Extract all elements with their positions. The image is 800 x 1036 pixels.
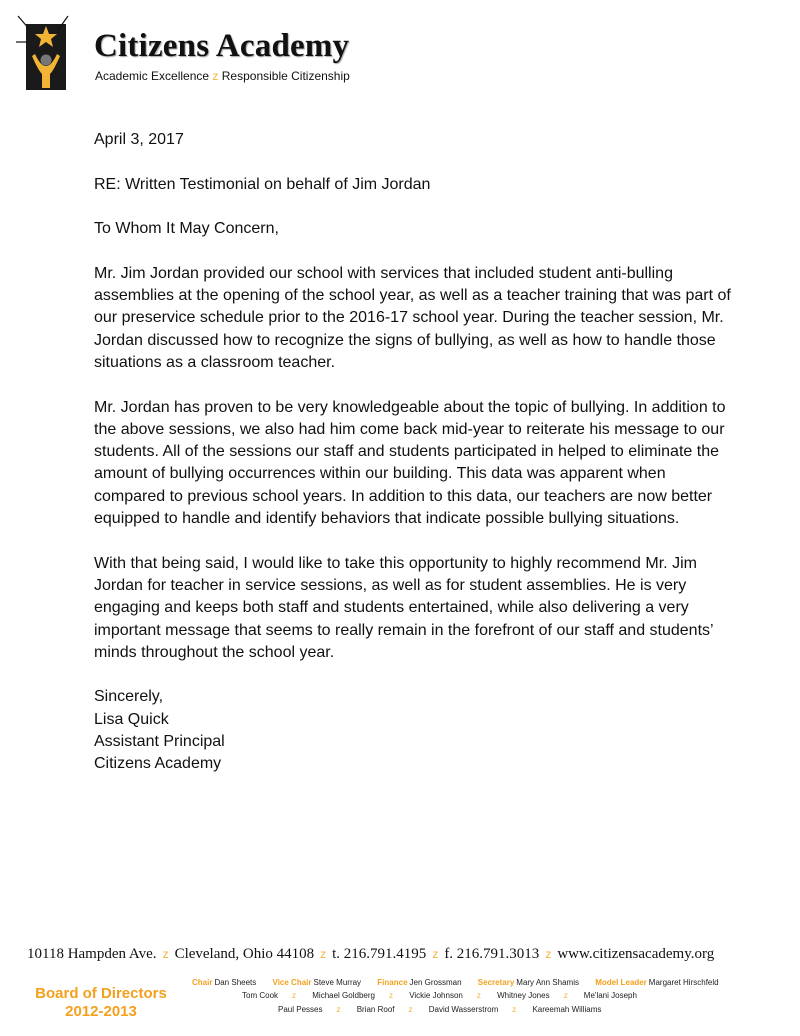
- footer-fax: f. 216.791.3013: [444, 946, 540, 962]
- letter-paragraph: With that being said, I would like to take this opportunity to highly recommend Mr. Jim Jordan for teacher in service sessions, as well as for student assemblies. He is very engaging and keeps both staff and students entertained, while also delivering a very important message that seems to really remain in the forefront of our staff and students’ minds throughout the school year.: [94, 554, 713, 661]
- board-member: Kareemah Williams: [532, 1005, 602, 1014]
- tagline-left: Academic Excellence: [95, 69, 210, 83]
- footer-street: 10118 Hampden Ave.: [27, 946, 157, 962]
- footer-phone: t. 216.791.4195: [332, 946, 427, 962]
- letter-body: [94, 129, 734, 776]
- school-tagline: [95, 69, 350, 83]
- footer-separator: z: [432, 947, 439, 961]
- board-member: Finance Jen Grossman: [377, 978, 462, 987]
- signature-block: [94, 686, 734, 775]
- tagline-right: Responsible Citizenship: [221, 69, 350, 83]
- board-member: Brian Roof: [356, 1005, 395, 1014]
- school-name: Citizens Academy: [94, 28, 350, 64]
- board-member: Secretary Mary Ann Shamis: [477, 978, 579, 987]
- board-separator: z: [563, 991, 568, 1000]
- letter-date: April 3, 2017: [94, 131, 184, 148]
- board-title-line: Board of Directors: [35, 985, 167, 1002]
- board-member: Vice Chair Steve Murray: [272, 978, 362, 987]
- board-title: [26, 985, 176, 1021]
- letter-paragraph: Mr. Jim Jordan provided our school with services that included student anti-bulling assemblies at the opening of the school year, as well as a teacher training that was part of our preservice schedule prior to the 2016-17 school year. During the teacher session, Mr. Jordan discussed how to recognize the signs of bullying, as well as how to handle those situations as a classroom teacher.: [94, 264, 731, 371]
- board-separator: z: [292, 991, 297, 1000]
- board-member: Me'lani Joseph: [583, 991, 637, 1000]
- board-member: Vickie Johnson: [409, 991, 463, 1000]
- board-years: 2012-2013: [65, 1003, 137, 1020]
- board-member: Chair Dan Sheets: [192, 978, 257, 987]
- footer-website[interactable]: www.citizensacademy.org: [557, 946, 715, 962]
- board-member: Michael Goldberg: [312, 991, 375, 1000]
- school-logo: [16, 14, 70, 92]
- board-separator: z: [336, 1005, 341, 1014]
- board-separator: z: [512, 1005, 517, 1014]
- board-member: Tom Cook: [242, 991, 279, 1000]
- signer-title: Assistant Principal: [94, 733, 225, 751]
- board-row-members: [242, 991, 651, 1000]
- board-separator: z: [476, 991, 481, 1000]
- board-member: Paul Pesses: [278, 1005, 323, 1014]
- board-row-officers: [192, 978, 733, 987]
- letter-salutation: To Whom It May Concern,: [94, 220, 279, 238]
- letter-subject: RE: Written Testimonial on behalf of Jim Jordan: [94, 175, 431, 193]
- board-row-members: [278, 1005, 615, 1014]
- footer-city: Cleveland, Ohio 44108: [174, 946, 315, 962]
- board-separator: z: [408, 1005, 413, 1014]
- board-member: Whitney Jones: [497, 991, 550, 1000]
- footer-separator: z: [320, 947, 327, 961]
- letter-closing: Sincerely,: [94, 688, 164, 706]
- signer-organization: Citizens Academy: [94, 755, 222, 773]
- letter-paragraph: Mr. Jordan has proven to be very knowledgeable about the topic of bullying. In addition to the above sessions, we also had him come back mid-year to reiterate his message to our students. All of the sessions our staff and students participated in helped to eliminate the amount of bullying occurrences within our building. This data was apparent when compared to previous school years. In addition to this data, our teachers are now better equipped to handle and identify behaviors that indicate possible bullying situations.: [94, 398, 726, 528]
- footer-separator: z: [545, 947, 552, 961]
- signer-name: Lisa Quick: [94, 710, 169, 728]
- footer-contact-line: [27, 946, 797, 963]
- tagline-separator: z: [212, 69, 219, 83]
- board-separator: z: [388, 991, 393, 1000]
- board-member: David Wasserstrom: [428, 1005, 499, 1014]
- footer-separator: z: [162, 947, 169, 961]
- board-member: Model Leader Margaret Hirschfeld: [595, 978, 719, 987]
